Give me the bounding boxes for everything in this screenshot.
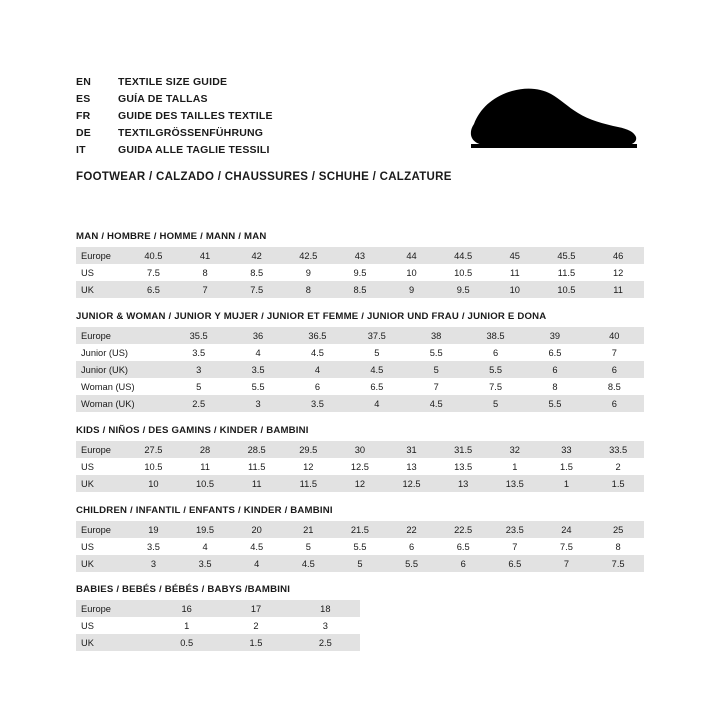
cell: 11.5 [541, 264, 593, 281]
cell: 6.5 [489, 555, 541, 572]
cell: 4 [347, 395, 406, 412]
cell: 30 [334, 441, 386, 458]
row-label: Europe [76, 521, 128, 538]
table-row [76, 395, 644, 412]
cell: 23.5 [489, 521, 541, 538]
cell: 12 [334, 475, 386, 492]
cell: 39 [525, 327, 584, 344]
cell: 7 [585, 344, 644, 361]
cell: 1.5 [541, 458, 593, 475]
cell: 12 [592, 264, 644, 281]
cell: 29.5 [283, 441, 335, 458]
cell: 7 [179, 281, 231, 298]
language-title: GUÍA DE TALLAS [118, 93, 208, 105]
cell: 40 [585, 327, 644, 344]
size-table-man [76, 247, 644, 298]
cell: 4 [288, 361, 347, 378]
cell: 2 [592, 458, 644, 475]
row-label: UK [76, 555, 128, 572]
cell: 10.5 [437, 264, 489, 281]
cell: 10.5 [541, 281, 593, 298]
dress-shoe-icon [456, 80, 646, 160]
table-row [76, 247, 644, 264]
row-label: Europe [76, 441, 128, 458]
cell: 6 [466, 344, 525, 361]
cell: 19 [128, 521, 180, 538]
cell: 5.5 [407, 344, 466, 361]
cell: 9.5 [437, 281, 489, 298]
row-label: US [76, 617, 152, 634]
cell: 2 [221, 617, 290, 634]
cell: 13.5 [489, 475, 541, 492]
cell: 36 [228, 327, 287, 344]
cell: 21.5 [334, 521, 386, 538]
cell: 5 [347, 344, 406, 361]
cell: 8 [525, 378, 584, 395]
table-row [76, 555, 644, 572]
table-row [76, 361, 644, 378]
table-row [76, 458, 644, 475]
language-row-en [76, 74, 496, 91]
cell: 4 [228, 344, 287, 361]
row-label: UK [76, 634, 152, 651]
cell: 41 [179, 247, 231, 264]
row-label: US [76, 538, 128, 555]
cell: 5.5 [228, 378, 287, 395]
cell: 4 [231, 555, 283, 572]
cell: 8 [592, 538, 644, 555]
cell: 7 [489, 538, 541, 555]
row-label: Europe [76, 600, 152, 617]
cell: 5.5 [386, 555, 438, 572]
cell: 12.5 [334, 458, 386, 475]
table-row [76, 281, 644, 298]
size-table-babies [76, 600, 360, 651]
language-code: EN [76, 76, 91, 88]
cell: 2.5 [291, 634, 360, 651]
cell: 5 [466, 395, 525, 412]
table-row [76, 600, 360, 617]
cell: 3.5 [128, 538, 180, 555]
cell: 5 [334, 555, 386, 572]
cell: 10.5 [128, 458, 180, 475]
cell: 28 [179, 441, 231, 458]
section-babies [76, 584, 360, 651]
cell: 44.5 [437, 247, 489, 264]
cell: 5.5 [525, 395, 584, 412]
cell: 44 [386, 247, 438, 264]
table-row [76, 617, 360, 634]
cell: 3.5 [288, 395, 347, 412]
cell: 27.5 [128, 441, 180, 458]
cell: 3.5 [179, 555, 231, 572]
language-title: GUIDA ALLE TAGLIE TESSILI [118, 144, 270, 156]
language-row-it [76, 142, 496, 159]
table-row [76, 475, 644, 492]
section-title: CHILDREN / INFANTIL / ENFANTS / KINDER / BAMBINI [76, 505, 333, 516]
cell: 7.5 [231, 281, 283, 298]
cell: 16 [152, 600, 221, 617]
section-title: JUNIOR & WOMAN / JUNIOR Y MUJER / JUNIOR ET FEMME / JUNIOR UND FRAU / JUNIOR E DONA [76, 311, 547, 322]
cell: 22 [386, 521, 438, 538]
cell: 4.5 [407, 395, 466, 412]
cell: 45 [489, 247, 541, 264]
row-label: Junior (US) [76, 344, 169, 361]
cell: 1 [152, 617, 221, 634]
cell: 4.5 [283, 555, 335, 572]
row-label: Junior (UK) [76, 361, 169, 378]
cell: 7 [407, 378, 466, 395]
row-label: Europe [76, 247, 128, 264]
row-label: Woman (UK) [76, 395, 169, 412]
table-row [76, 264, 644, 281]
cell: 13 [437, 475, 489, 492]
cell: 20 [231, 521, 283, 538]
cell: 5.5 [334, 538, 386, 555]
cell: 3 [128, 555, 180, 572]
section-children [76, 505, 644, 572]
cell: 45.5 [541, 247, 593, 264]
cell: 10 [489, 281, 541, 298]
cell: 6.5 [525, 344, 584, 361]
table-row [76, 378, 644, 395]
cell: 7.5 [592, 555, 644, 572]
cell: 32 [489, 441, 541, 458]
cell: 5 [407, 361, 466, 378]
cell: 3 [228, 395, 287, 412]
cell: 38.5 [466, 327, 525, 344]
cell: 1 [489, 458, 541, 475]
cell: 22.5 [437, 521, 489, 538]
section-man [76, 231, 644, 298]
cell: 8.5 [231, 264, 283, 281]
language-row-de [76, 125, 496, 142]
section-title: KIDS / NIÑOS / DES GAMINS / KINDER / BAMBINI [76, 425, 309, 436]
language-code: DE [76, 127, 91, 139]
row-label: Europe [76, 327, 169, 344]
language-row-fr [76, 108, 496, 125]
cell: 6 [288, 378, 347, 395]
cell: 31.5 [437, 441, 489, 458]
cell: 8.5 [585, 378, 644, 395]
cell: 5.5 [466, 361, 525, 378]
table-row [76, 441, 644, 458]
cell: 2.5 [169, 395, 228, 412]
cell: 4.5 [288, 344, 347, 361]
cell: 46 [592, 247, 644, 264]
cell: 9 [386, 281, 438, 298]
cell: 1.5 [592, 475, 644, 492]
cell: 6.5 [437, 538, 489, 555]
cell: 33.5 [592, 441, 644, 458]
cell: 3.5 [169, 344, 228, 361]
language-code: FR [76, 110, 91, 122]
cell: 21 [283, 521, 335, 538]
cell: 8 [179, 264, 231, 281]
cell: 1 [541, 475, 593, 492]
category-title: FOOTWEAR / CALZADO / CHAUSSURES / SCHUHE / CALZATURE [76, 171, 452, 183]
size-table-children [76, 521, 644, 572]
cell: 35.5 [169, 327, 228, 344]
cell: 11 [489, 264, 541, 281]
cell: 37.5 [347, 327, 406, 344]
language-title: TEXTILGRÖSSENFÜHRUNG [118, 127, 264, 139]
cell: 18 [291, 600, 360, 617]
cell: 43 [334, 247, 386, 264]
cell: 38 [407, 327, 466, 344]
cell: 19.5 [179, 521, 231, 538]
size-table-junior-woman [76, 327, 644, 412]
cell: 42 [231, 247, 283, 264]
cell: 6.5 [347, 378, 406, 395]
cell: 6 [386, 538, 438, 555]
cell: 6 [437, 555, 489, 572]
section-junior-woman [76, 311, 644, 412]
cell: 28.5 [231, 441, 283, 458]
cell: 11 [231, 475, 283, 492]
cell: 25 [592, 521, 644, 538]
cell: 10 [386, 264, 438, 281]
cell: 5 [169, 378, 228, 395]
table-row [76, 344, 644, 361]
section-title: MAN / HOMBRE / HOMME / MANN / MAN [76, 231, 267, 242]
row-label: US [76, 264, 128, 281]
language-code: ES [76, 93, 91, 105]
cell: 11.5 [231, 458, 283, 475]
cell: 4.5 [347, 361, 406, 378]
cell: 4 [179, 538, 231, 555]
cell: 6.5 [128, 281, 180, 298]
cell: 6 [585, 361, 644, 378]
cell: 12 [283, 458, 335, 475]
language-title: GUIDE DES TAILLES TEXTILE [118, 110, 273, 122]
section-title: BABIES / BEBÉS / BÉBÉS / BABYS /BAMBINI [76, 584, 291, 595]
cell: 3 [169, 361, 228, 378]
cell: 11 [592, 281, 644, 298]
table-row [76, 327, 644, 344]
cell: 24 [541, 521, 593, 538]
language-row-es [76, 91, 496, 108]
cell: 10.5 [179, 475, 231, 492]
cell: 12.5 [386, 475, 438, 492]
row-label: US [76, 458, 128, 475]
cell: 5 [283, 538, 335, 555]
cell: 11.5 [283, 475, 335, 492]
cell: 7.5 [466, 378, 525, 395]
table-row [76, 521, 644, 538]
cell: 4.5 [231, 538, 283, 555]
cell: 0.5 [152, 634, 221, 651]
cell: 7.5 [128, 264, 180, 281]
cell: 13.5 [437, 458, 489, 475]
row-label: Woman (US) [76, 378, 169, 395]
cell: 33 [541, 441, 593, 458]
cell: 8.5 [334, 281, 386, 298]
language-title: TEXTILE SIZE GUIDE [118, 76, 228, 88]
cell: 7.5 [541, 538, 593, 555]
cell: 6 [525, 361, 584, 378]
cell: 1.5 [221, 634, 290, 651]
table-row [76, 538, 644, 555]
language-code: IT [76, 144, 86, 156]
language-header [76, 74, 496, 159]
cell: 6 [585, 395, 644, 412]
cell: 10 [128, 475, 180, 492]
cell: 17 [221, 600, 290, 617]
row-label: UK [76, 475, 128, 492]
cell: 13 [386, 458, 438, 475]
section-kids [76, 425, 644, 492]
size-table-kids [76, 441, 644, 492]
cell: 8 [283, 281, 335, 298]
cell: 9 [283, 264, 335, 281]
cell: 7 [541, 555, 593, 572]
cell: 11 [179, 458, 231, 475]
row-label: UK [76, 281, 128, 298]
cell: 42.5 [283, 247, 335, 264]
cell: 31 [386, 441, 438, 458]
table-row [76, 634, 360, 651]
cell: 40.5 [128, 247, 180, 264]
cell: 36.5 [288, 327, 347, 344]
cell: 9.5 [334, 264, 386, 281]
cell: 3.5 [228, 361, 287, 378]
cell: 3 [291, 617, 360, 634]
